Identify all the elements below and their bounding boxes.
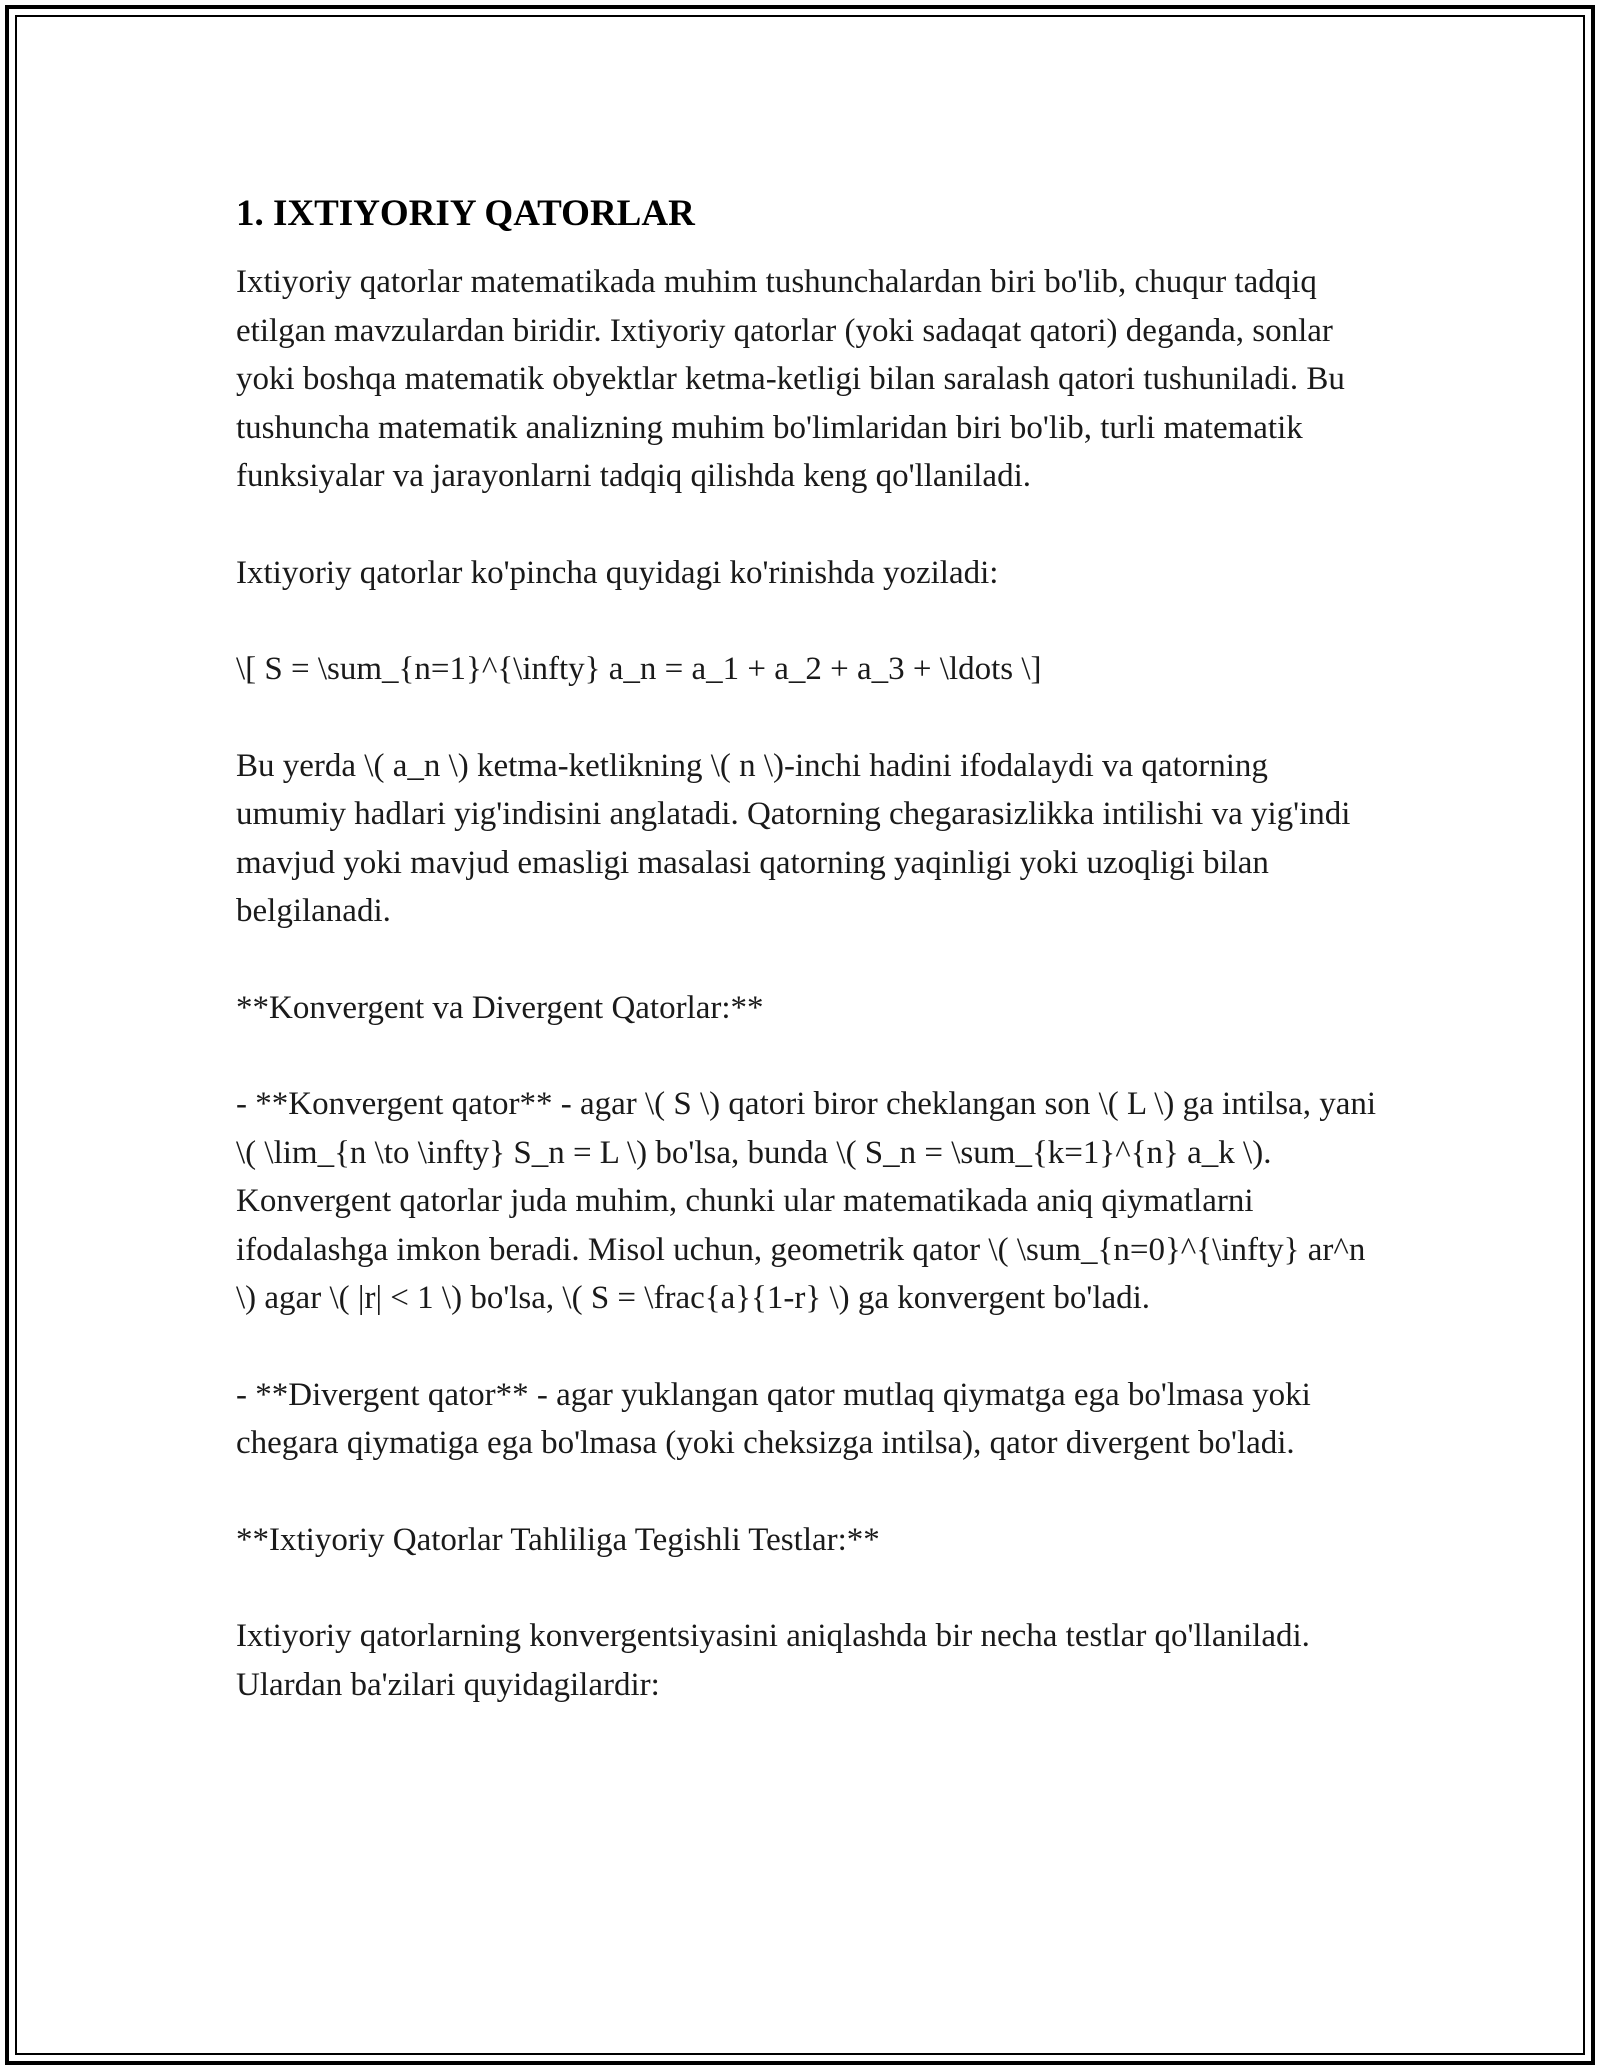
section-heading: 1. IXTIYORIY QATORLAR: [236, 193, 695, 234]
term-explanation-paragraph: Bu yerda \( a_n \) ketma-ketlikning \( n \)-inchi hadini ifodalaydi va qatorning umumiy hadlari yig'indisini anglatadi. Qatorning chegarasizlikka intilishi va yig'indi mavjud yoki mavjud emasligi masalasi qatorning yaqinligi yoki uzoqligi bilan belgilanadi.: [236, 747, 1351, 929]
convergent-divergent-subheading: **Konvergent va Divergent Qatorlar:**: [236, 989, 764, 1026]
convergent-series-item: - **Konvergent qator** - agar \( S \) qatori biror cheklangan son \( L \) ga intilsa, yani \( \lim_{n \to \infty} S_n = L \) bo'lsa, bunda \( S_n = \sum_{k=1}^{n} a_k \). Konvergent qatorlar juda muhim, chunki ular matematikada aniq qiymatlarni ifodalashga imkon beradi. Misol uchun, geometrik qator \( \sum_{n=0}^{\infty} ar^n \) agar \( |r| < 1 \) bo'lsa, \( S = \frac{a}{1-r} \) ga konvergent bo'ladi.: [236, 1086, 1377, 1316]
document-body: [236, 186, 1376, 1757]
intro-paragraph: Ixtiyoriy qatorlar matematikada muhim tushunchalardan biri bo'lib, chuqur tadqiq etilgan mavzulardan biridir. Ixtiyoriy qatorlar (yoki sadaqat qatori) deganda, sonlar yoki boshqa matematik obyektlar ketma-ketligi bilan saralash qatori tushuniladi. Bu tushuncha matematik analizning muhim bo'limlaridan biri bo'lib, turli matematik funksiyalar va jarayonlarni tadqiq qilishda keng qo'llaniladi.: [236, 264, 1345, 494]
series-form-intro: Ixtiyoriy qatorlar ko'pincha quyidagi ko'rinishda yoziladi:: [236, 554, 999, 591]
divergent-series-item: - **Divergent qator** - agar yuklangan qator mutlaq qiymatga ega bo'lmasa yoki chegara qiymatiga ega bo'lmasa (yoki cheksizga intilsa), qator divergent bo'ladi.: [236, 1376, 1311, 1461]
series-formula: \[ S = \sum_{n=1}^{\infty} a_n = a_1 + a_2 + a_3 + \ldots \]: [236, 651, 1042, 687]
tests-subheading: **Ixtiyoriy Qatorlar Tahliliga Tegishli Testlar:**: [236, 1521, 880, 1558]
tests-intro-paragraph: Ixtiyoriy qatorlarning konvergentsiyasini aniqlashda bir necha testlar qo'llaniladi. Ulardan ba'zilari quyidagilardir:: [236, 1618, 1310, 1703]
